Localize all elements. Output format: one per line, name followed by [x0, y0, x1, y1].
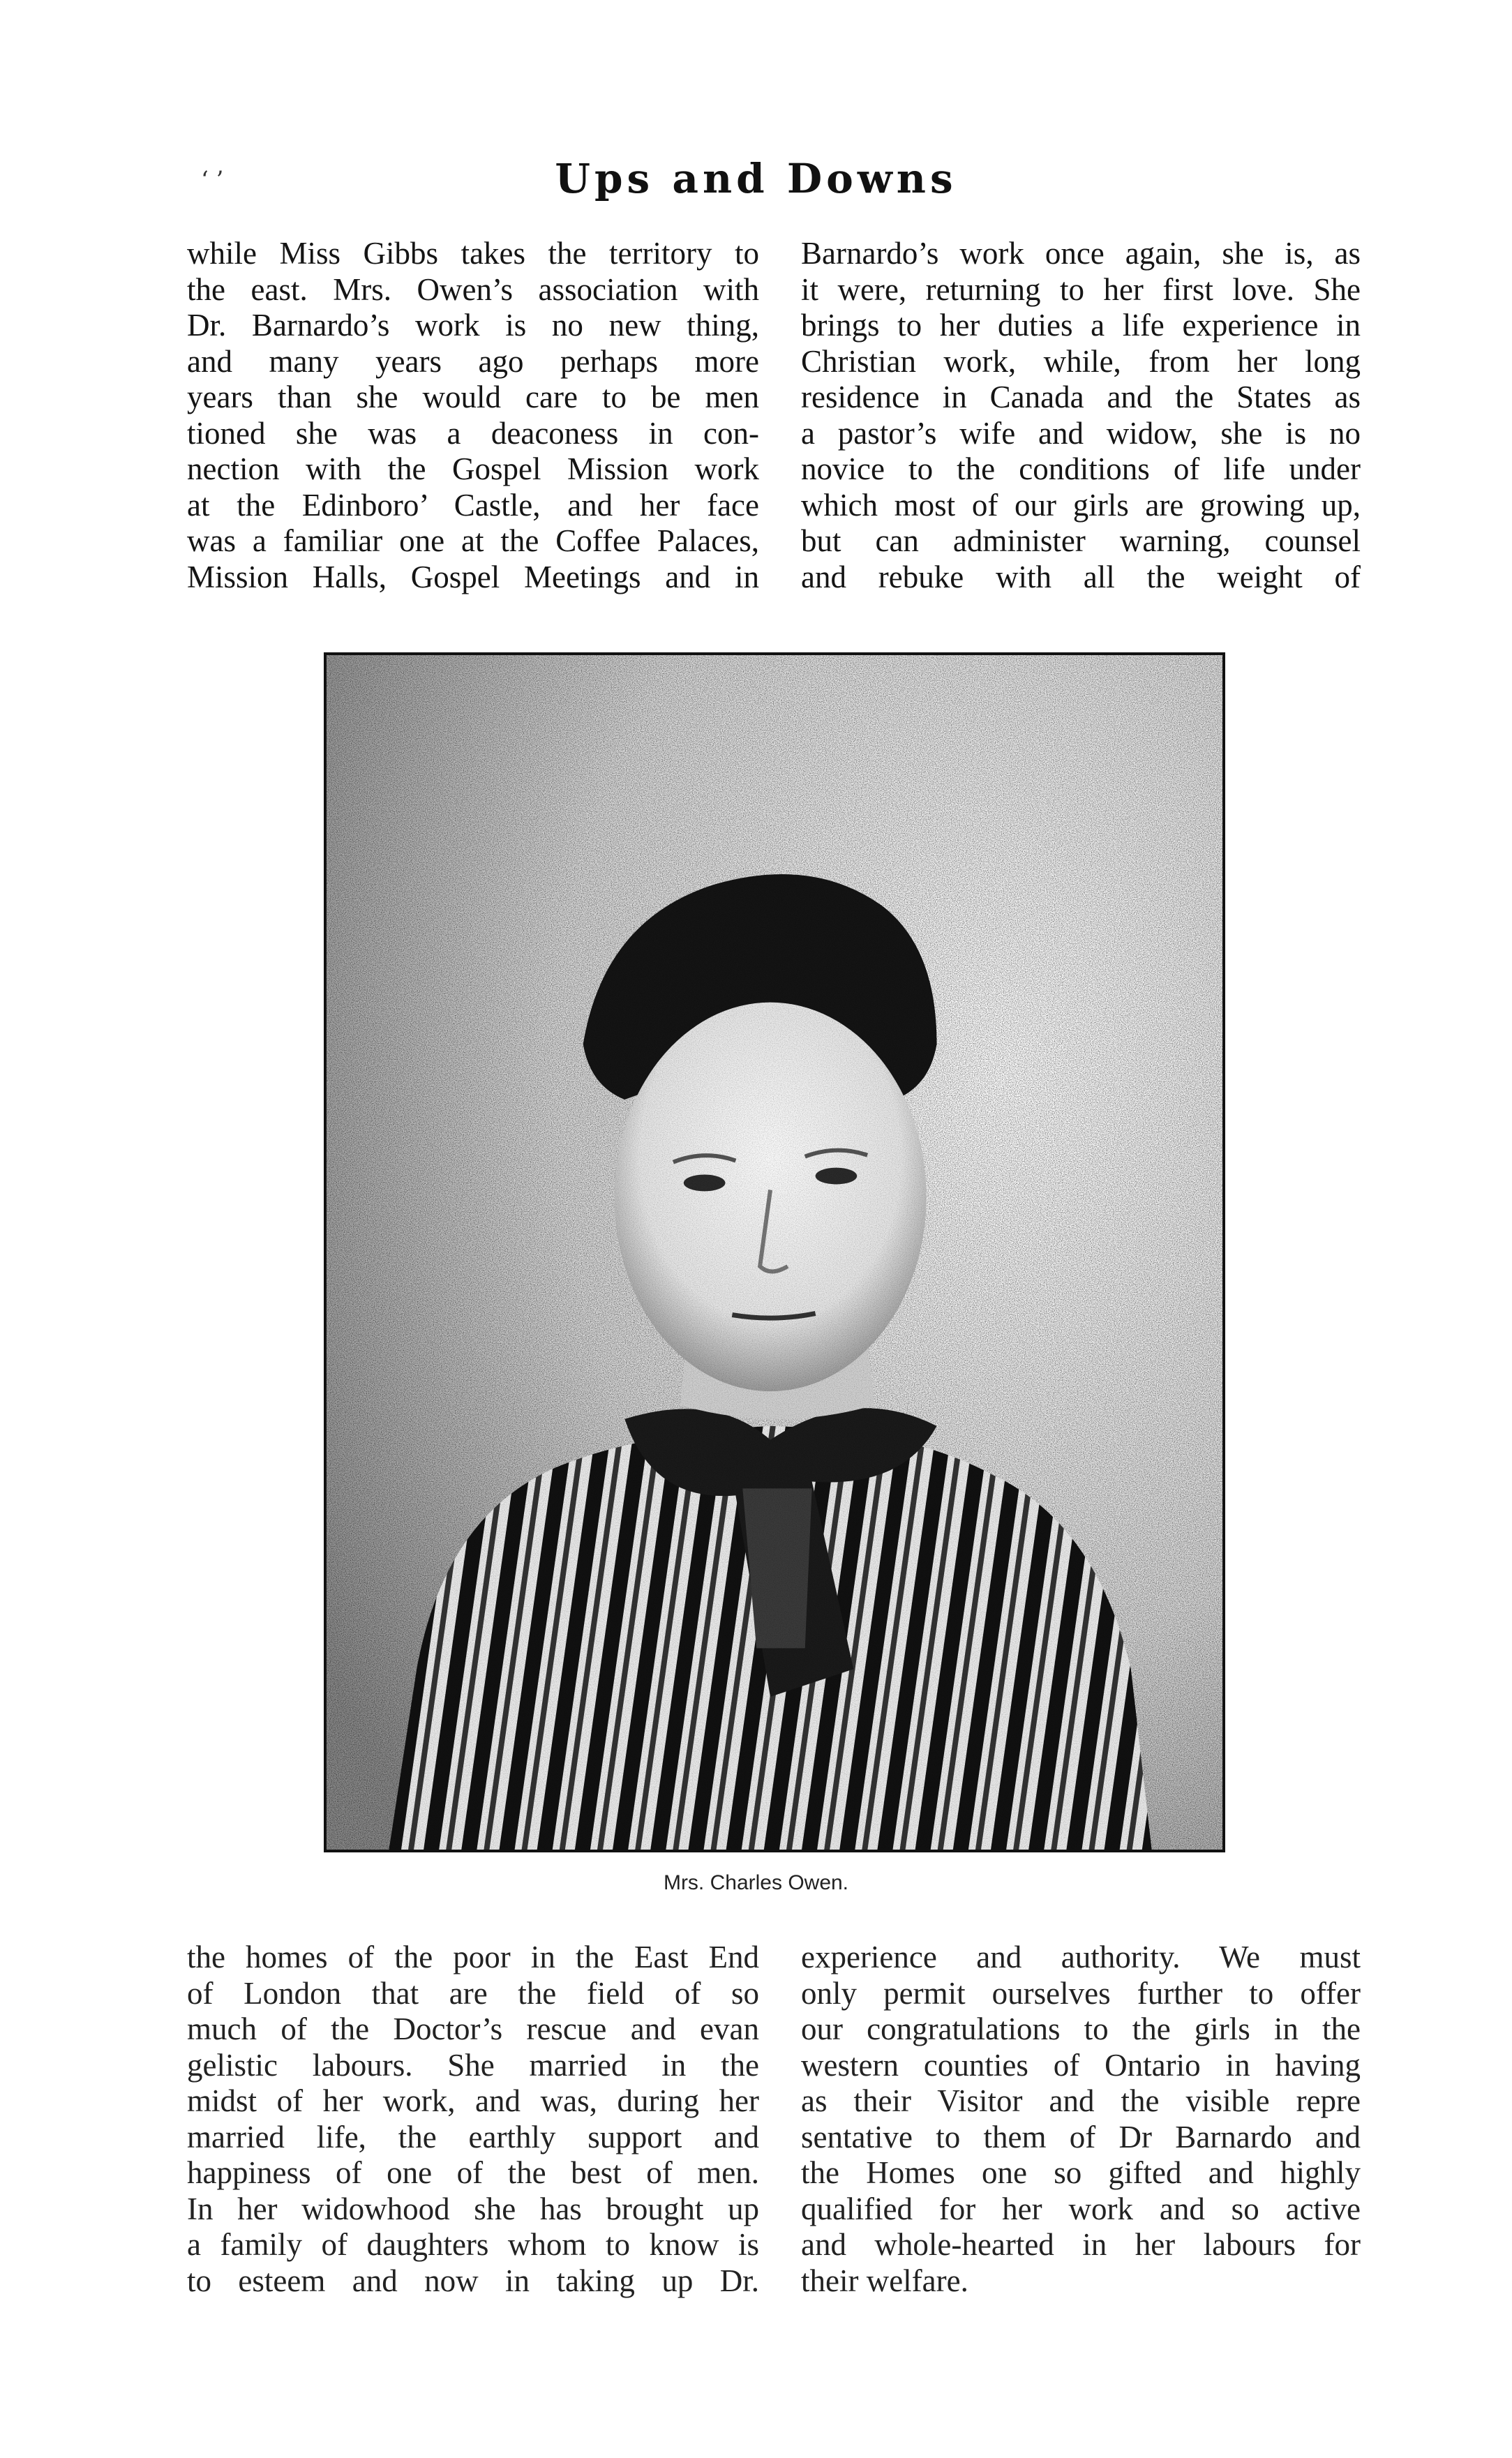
text-line: Barnardo’s work once again, she is, as	[801, 236, 1361, 271]
text-line: sentative to them of Dr Barnardo and	[801, 2119, 1361, 2155]
text-line: qualified for her work and so active	[801, 2191, 1361, 2226]
text-line: it were, returning to her first love. She	[801, 271, 1361, 307]
text-line: while Miss Gibbs takes the territory to	[187, 236, 759, 271]
text-line: nection with the Gospel Mission work	[187, 451, 759, 486]
text-line: Dr. Barnardo’s work is no new thing,	[187, 308, 759, 343]
text-line: Mission Halls, Gospel Meetings and in	[187, 559, 759, 594]
text-line: was a familiar one at the Coffee Palaces,	[187, 523, 759, 558]
text-line: but can administer warning, counsel	[801, 523, 1361, 558]
photo-caption: Mrs. Charles Owen.	[663, 1871, 849, 1894]
text-line: a family of daughters whom to know is	[187, 2227, 759, 2262]
text-line: novice to the conditions of life under	[801, 451, 1361, 486]
text-line: and rebuke with all the weight of	[801, 559, 1361, 594]
text-line: In her widowhood she has brought up	[187, 2191, 759, 2226]
column-top-left	[187, 236, 759, 595]
text-line: as their Visitor and the visible repre	[801, 2083, 1361, 2118]
text-line: the east. Mrs. Owen’s association with	[187, 271, 759, 307]
text-line: only permit ourselves further to offer	[801, 1975, 1361, 2011]
text-line: the Homes one so gifted and highly	[801, 2155, 1361, 2190]
text-line: married life, the earthly support and	[187, 2119, 759, 2155]
text-line: their welfare.	[801, 2263, 968, 2298]
portrait-image	[327, 655, 1222, 1850]
text-line: and whole-hearted in her labours for	[801, 2227, 1361, 2262]
text-line: to esteem and now in taking up Dr.	[187, 2263, 759, 2298]
running-head: Ups and Downs	[555, 155, 957, 202]
text-line: the homes of the poor in the East End	[187, 1940, 759, 1974]
text-line: years than she would care to be men	[187, 380, 759, 414]
column-bottom-left	[187, 1940, 759, 2299]
text-line: residence in Canada and the States as	[801, 380, 1361, 414]
text-line: of London that are the field of so	[187, 1975, 759, 2011]
column-bottom-right	[801, 1940, 1361, 2299]
text-line: our congratulations to the girls in the	[801, 2011, 1361, 2046]
page-number: ‘ ’	[201, 166, 224, 194]
text-line: western counties of Ontario in having	[801, 2047, 1361, 2083]
column-top-right	[801, 236, 1361, 595]
text-line: at the Edinboro’ Castle, and her face	[187, 487, 759, 523]
text-line: which most of our girls are growing up,	[801, 487, 1361, 523]
text-line: happiness of one of the best of men.	[187, 2155, 759, 2190]
text-line: Christian work, while, from her long	[801, 343, 1361, 379]
text-line: a pastor’s wife and widow, she is no	[801, 415, 1361, 451]
portrait-photo	[324, 652, 1225, 1852]
text-line: experience and authority. We must	[801, 1940, 1361, 1974]
text-line: tioned she was a deaconess in con-	[187, 415, 759, 451]
text-line: much of the Doctor’s rescue and evan	[187, 2011, 759, 2046]
text-line: midst of her work, and was, during her	[187, 2083, 759, 2118]
text-line: and many years ago perhaps more	[187, 343, 759, 379]
text-line: brings to her duties a life experience in	[801, 308, 1361, 343]
text-line: gelistic labours. She married in the	[187, 2047, 759, 2083]
